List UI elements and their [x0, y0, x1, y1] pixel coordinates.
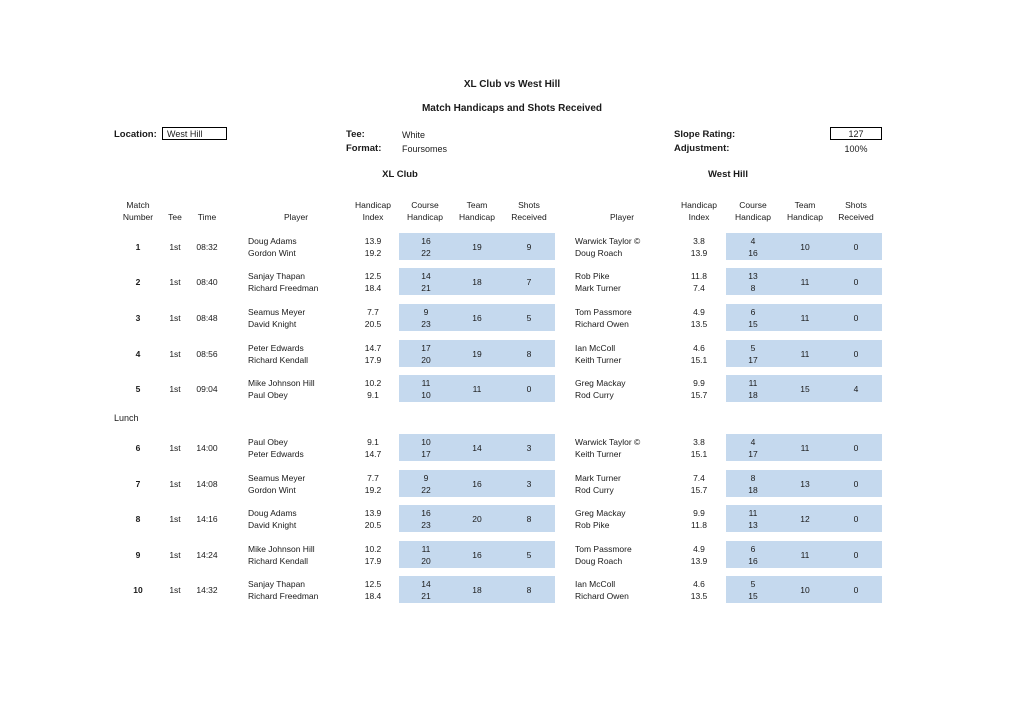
away-player-2: Doug Roach — [575, 556, 623, 566]
home-course-2: 10 — [421, 390, 431, 400]
tee-time: 08:40 — [196, 277, 218, 287]
away-team-heading: West Hill — [708, 169, 748, 180]
col-header-away-team: Team Handicap — [787, 200, 823, 222]
home-player-2: David Knight — [248, 520, 297, 530]
away-index-1: 4.9 — [693, 307, 705, 317]
away-course-2: 18 — [748, 485, 758, 495]
away-team-handicap: 12 — [800, 514, 810, 524]
away-shots-received: 4 — [853, 384, 859, 394]
away-index-2: 15.1 — [690, 449, 708, 459]
home-course-1: 9 — [423, 307, 429, 317]
home-course-2: 21 — [421, 591, 431, 601]
away-course-1: 4 — [750, 236, 756, 246]
home-index-1: 10.2 — [364, 544, 382, 554]
home-player-1: Doug Adams — [248, 508, 297, 518]
away-shots-received: 0 — [853, 313, 859, 323]
home-index-1: 13.9 — [364, 236, 382, 246]
away-index-1: 4.9 — [693, 544, 705, 554]
location-field[interactable]: West Hill — [162, 127, 227, 140]
home-player-1: Paul Obey — [248, 437, 288, 447]
home-course-1: 10 — [421, 437, 431, 447]
home-player-2: Paul Obey — [248, 390, 288, 400]
away-index-2: 13.9 — [690, 556, 708, 566]
away-team-handicap: 10 — [800, 585, 810, 595]
home-team-handicap: 16 — [472, 479, 482, 489]
home-shots-received: 0 — [526, 384, 532, 394]
home-shots-received: 8 — [526, 349, 532, 359]
away-index-1: 4.6 — [693, 579, 705, 589]
match-number: 3 — [135, 313, 141, 323]
tee-value: 1st — [169, 242, 181, 252]
away-course-1: 5 — [750, 579, 756, 589]
away-course-2: 17 — [748, 355, 758, 365]
home-index-1: 12.5 — [364, 271, 382, 281]
away-player-1: Mark Turner — [575, 473, 621, 483]
slope-label: Slope Rating: — [674, 129, 736, 140]
away-player-2: Mark Turner — [575, 283, 621, 293]
home-index-2: 20.5 — [364, 319, 382, 329]
home-shots-received: 3 — [526, 443, 532, 453]
home-course-1: 16 — [421, 236, 431, 246]
home-index-2: 20.5 — [364, 520, 382, 530]
col-header-home-team: Team Handicap — [459, 200, 495, 222]
away-course-1: 6 — [750, 307, 756, 317]
away-team-handicap: 15 — [800, 384, 810, 394]
away-player-1: Ian McColl — [575, 579, 616, 589]
away-index-1: 3.8 — [693, 236, 705, 246]
home-player-1: Peter Edwards — [248, 343, 304, 353]
page-subtitle: Match Handicaps and Shots Received — [421, 103, 603, 114]
away-index-2: 11.8 — [691, 520, 707, 530]
away-index-1: 7.4 — [693, 473, 705, 483]
home-player-2: Gordon Wint — [248, 248, 296, 258]
match-number: 7 — [135, 479, 141, 489]
away-team-handicap: 11 — [800, 550, 810, 560]
tee-value: 1st — [169, 349, 181, 359]
away-player-1: Tom Passmore — [575, 544, 632, 554]
home-index-1: 12.5 — [364, 579, 382, 589]
away-team-handicap: 11 — [800, 443, 810, 453]
col-header-home-index: Handicap Index — [355, 200, 391, 222]
col-header-match-number: Match Number — [122, 200, 154, 222]
away-course-2: 13 — [748, 520, 758, 530]
match-number: 4 — [135, 349, 141, 359]
away-course-2: 16 — [748, 556, 758, 566]
home-index-2: 19.2 — [364, 485, 382, 495]
away-shots-received: 0 — [853, 550, 859, 560]
home-course-2: 22 — [421, 248, 431, 258]
match-number: 8 — [135, 514, 141, 524]
home-course-2: 23 — [421, 319, 431, 329]
home-course-1: 9 — [423, 473, 429, 483]
home-course-2: 20 — [421, 556, 431, 566]
away-index-1: 11.8 — [691, 271, 707, 281]
away-shots-received: 0 — [853, 277, 859, 287]
col-header-time: Time — [197, 212, 217, 222]
home-team-handicap: 16 — [472, 550, 482, 560]
tee-label: Tee: — [346, 129, 365, 140]
away-player-2: Richard Owen — [575, 319, 629, 329]
away-course-1: 11 — [748, 508, 758, 518]
home-index-2: 9.1 — [367, 390, 379, 400]
col-header-tee: Tee — [168, 212, 182, 222]
away-course-2: 15 — [748, 591, 758, 601]
tee-value: 1st — [169, 550, 181, 560]
home-shots-received: 8 — [526, 585, 532, 595]
away-course-2: 16 — [748, 248, 758, 258]
away-course-2: 15 — [748, 319, 758, 329]
away-player-1: Warwick Taylor © — [575, 437, 641, 447]
away-index-1: 4.6 — [693, 343, 705, 353]
away-shots-received: 0 — [853, 443, 859, 453]
away-player-1: Rob Pike — [575, 271, 610, 281]
away-index-2: 13.9 — [690, 248, 708, 258]
col-header-home-player: Player — [283, 212, 309, 222]
match-number: 1 — [135, 242, 141, 252]
home-shots-received: 3 — [526, 479, 532, 489]
tee-time: 14:32 — [196, 585, 218, 595]
home-course-2: 17 — [421, 449, 431, 459]
away-index-2: 7.4 — [693, 283, 705, 293]
col-header-away-shots: Shots Received — [838, 200, 874, 222]
away-shots-received: 0 — [853, 242, 859, 252]
home-index-2: 17.9 — [364, 556, 382, 566]
away-player-2: Doug Roach — [575, 248, 623, 258]
home-index-1: 10.2 — [364, 378, 382, 388]
home-index-1: 9.1 — [367, 437, 379, 447]
home-course-2: 23 — [421, 520, 431, 530]
away-team-handicap: 11 — [800, 277, 810, 287]
away-player-1: Warwick Taylor © — [575, 236, 641, 246]
tee-value: 1st — [169, 443, 181, 453]
home-shots-received: 5 — [526, 313, 532, 323]
home-course-2: 22 — [421, 485, 431, 495]
home-course-1: 17 — [421, 343, 431, 353]
away-player-2: Rod Curry — [575, 485, 614, 495]
home-index-1: 7.7 — [367, 473, 379, 483]
lunch-label: Lunch — [114, 413, 139, 423]
match-number: 6 — [135, 443, 141, 453]
home-shots-received: 5 — [526, 550, 532, 560]
home-team-handicap: 19 — [472, 242, 482, 252]
away-shots-received: 0 — [853, 349, 859, 359]
format-label: Format: — [346, 143, 382, 154]
tee-value: 1st — [169, 479, 181, 489]
home-course-1: 16 — [421, 508, 431, 518]
home-player-1: Doug Adams — [248, 236, 297, 246]
home-team-handicap: 16 — [472, 313, 482, 323]
home-index-2: 18.4 — [364, 283, 382, 293]
match-number: 10 — [133, 585, 143, 595]
away-player-1: Tom Passmore — [575, 307, 632, 317]
home-index-1: 13.9 — [364, 508, 382, 518]
home-index-1: 14.7 — [364, 343, 382, 353]
away-shots-received: 0 — [853, 479, 859, 489]
home-team-handicap: 11 — [472, 384, 482, 394]
away-course-2: 18 — [748, 390, 758, 400]
home-team-handicap: 18 — [472, 277, 482, 287]
home-player-2: David Knight — [248, 319, 297, 329]
match-number: 9 — [135, 550, 141, 560]
away-course-1: 6 — [750, 544, 756, 554]
home-course-1: 11 — [421, 378, 431, 388]
away-team-handicap: 10 — [800, 242, 810, 252]
tee-value: 1st — [169, 277, 181, 287]
home-course-2: 21 — [421, 283, 431, 293]
home-index-1: 7.7 — [367, 307, 379, 317]
home-player-2: Richard Freedman — [248, 283, 319, 293]
tee-time: 14:00 — [196, 443, 218, 453]
away-index-2: 13.5 — [690, 591, 708, 601]
home-shots-received: 8 — [526, 514, 532, 524]
away-index-2: 15.7 — [690, 485, 708, 495]
col-header-home-course: Course Handicap — [407, 200, 443, 222]
away-team-handicap: 13 — [800, 479, 810, 489]
col-header-away-player: Player — [609, 212, 635, 222]
tee-time: 14:16 — [196, 514, 218, 524]
home-course-2: 20 — [421, 355, 431, 365]
tee-value: 1st — [169, 514, 181, 524]
home-team-handicap: 19 — [472, 349, 482, 359]
home-shots-received: 7 — [526, 277, 532, 287]
col-header-home-shots: Shots Received — [511, 200, 547, 222]
tee-time: 14:08 — [196, 479, 218, 489]
home-player-1: Sanjay Thapan — [248, 579, 306, 589]
home-team-heading: XL Club — [382, 169, 418, 180]
tee-value: 1st — [169, 313, 181, 323]
home-player-1: Mike Johnson Hill — [248, 378, 315, 388]
home-index-2: 14.7 — [364, 449, 382, 459]
home-index-2: 17.9 — [364, 355, 382, 365]
away-index-1: 9.9 — [693, 378, 705, 388]
away-shots-received: 0 — [853, 514, 859, 524]
home-index-2: 18.4 — [364, 591, 382, 601]
away-player-2: Keith Turner — [575, 449, 622, 459]
away-player-2: Richard Owen — [575, 591, 629, 601]
tee-time: 08:48 — [196, 313, 218, 323]
match-number: 2 — [135, 277, 141, 287]
home-player-1: Sanjay Thapan — [248, 271, 306, 281]
away-team-handicap: 11 — [800, 349, 810, 359]
match-number: 5 — [135, 384, 141, 394]
home-player-1: Mike Johnson Hill — [248, 544, 315, 554]
away-player-1: Ian McColl — [575, 343, 616, 353]
home-course-1: 14 — [421, 579, 431, 589]
col-header-away-course: Course Handicap — [735, 200, 771, 222]
home-player-2: Richard Kendall — [248, 556, 309, 566]
adjustment-label: Adjustment: — [674, 143, 730, 154]
away-course-1: 13 — [748, 271, 758, 281]
home-player-2: Gordon Wint — [248, 485, 296, 495]
away-course-1: 8 — [750, 473, 756, 483]
home-index-2: 19.2 — [364, 248, 382, 258]
away-course-2: 8 — [750, 283, 756, 293]
tee-time: 08:32 — [196, 242, 218, 252]
home-course-1: 11 — [421, 544, 431, 554]
away-player-2: Keith Turner — [575, 355, 622, 365]
home-shots-received: 9 — [526, 242, 532, 252]
away-shots-received: 0 — [853, 585, 859, 595]
away-player-2: Rob Pike — [575, 520, 610, 530]
home-player-1: Seamus Meyer — [248, 307, 306, 317]
tee-time: 08:56 — [196, 349, 218, 359]
home-team-handicap: 20 — [472, 514, 482, 524]
slope-field[interactable]: 127 — [830, 127, 882, 140]
adjustment-value: 100% — [844, 144, 868, 154]
format-value: Foursomes — [402, 144, 448, 154]
away-player-1: Greg Mackay — [575, 508, 626, 518]
home-player-1: Seamus Meyer — [248, 473, 306, 483]
away-course-1: 4 — [750, 437, 756, 447]
col-header-away-index: Handicap Index — [681, 200, 717, 222]
tee-value: White — [402, 130, 426, 140]
tee-value: 1st — [169, 585, 181, 595]
away-index-2: 15.7 — [690, 390, 708, 400]
home-team-handicap: 18 — [472, 585, 482, 595]
away-player-2: Rod Curry — [575, 390, 614, 400]
away-course-1: 11 — [748, 378, 758, 388]
away-course-1: 5 — [750, 343, 756, 353]
home-player-2: Richard Freedman — [248, 591, 319, 601]
home-player-2: Richard Kendall — [248, 355, 309, 365]
location-label: Location: — [114, 129, 157, 140]
away-index-1: 9.9 — [693, 508, 705, 518]
away-index-1: 3.8 — [693, 437, 705, 447]
tee-time: 09:04 — [196, 384, 218, 394]
home-player-2: Peter Edwards — [248, 449, 304, 459]
home-team-handicap: 14 — [472, 443, 482, 453]
away-player-1: Greg Mackay — [575, 378, 626, 388]
tee-time: 14:24 — [196, 550, 218, 560]
away-index-2: 13.5 — [690, 319, 708, 329]
home-course-1: 14 — [421, 271, 431, 281]
away-course-2: 17 — [748, 449, 758, 459]
page-title: XL Club vs West Hill — [463, 79, 561, 90]
away-index-2: 15.1 — [690, 355, 708, 365]
away-team-handicap: 11 — [800, 313, 810, 323]
tee-value: 1st — [169, 384, 181, 394]
